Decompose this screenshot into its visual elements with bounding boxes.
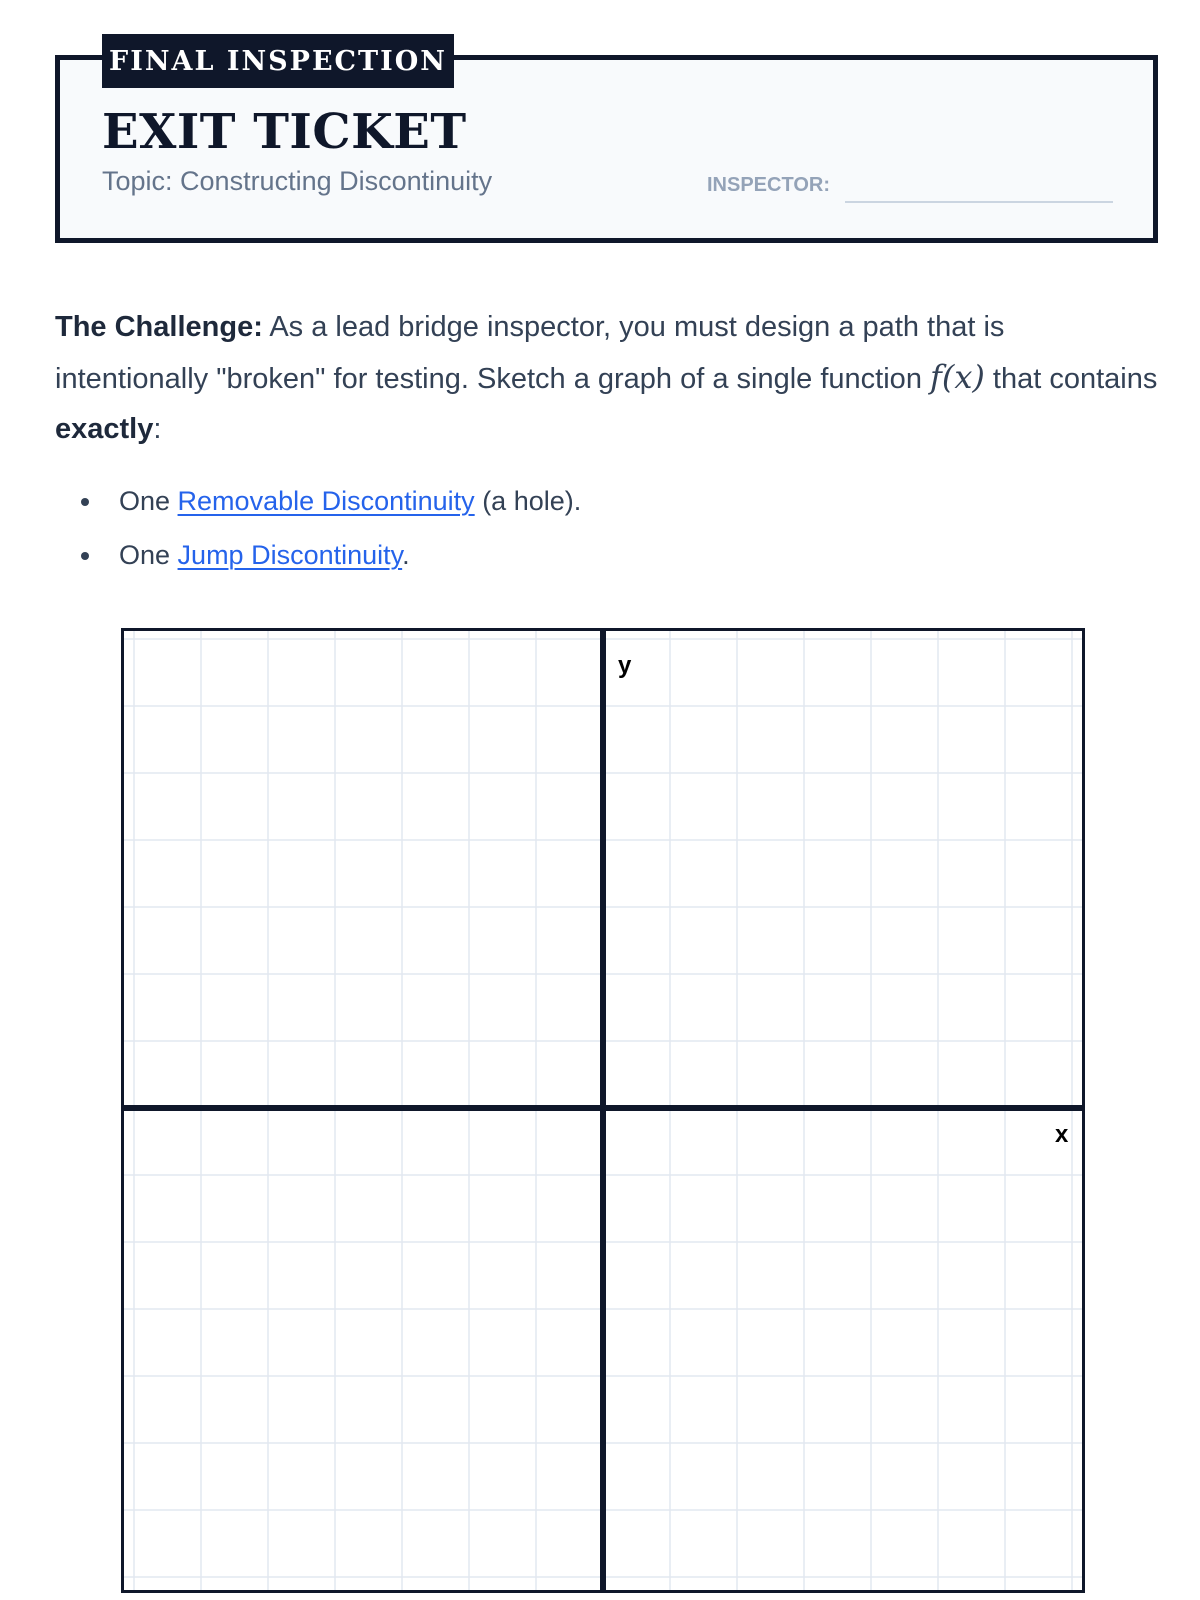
challenge-paragraph <box>55 302 1165 454</box>
page-title: EXIT TICKET <box>102 104 467 160</box>
challenge-text-2: that contains <box>984 363 1158 395</box>
requirement-removable <box>55 474 581 528</box>
requirement-suffix: . <box>402 540 410 570</box>
challenge-text-3: : <box>153 413 162 445</box>
requirement-prefix: One <box>119 540 178 570</box>
requirements-list <box>55 474 581 582</box>
x-axis-label: x <box>1055 1121 1069 1148</box>
topic-text: Topic: Constructing Discontinuity <box>102 166 493 196</box>
challenge-lead: The Challenge: <box>55 311 263 343</box>
inspector-name-field[interactable] <box>845 201 1113 203</box>
bullet-icon <box>81 498 89 506</box>
challenge-text-1: As a lead bridge inspector, you must design a path that is intentionally "broken" for testing. Sketch a graph of a single function <box>55 311 1005 395</box>
jump-discontinuity-link[interactable]: Jump Discontinuity <box>177 540 403 570</box>
challenge-emphasis: exactly <box>55 413 154 445</box>
bullet-icon <box>81 552 89 560</box>
y-axis-label: y <box>618 652 632 679</box>
graph-area[interactable] <box>121 628 1085 1598</box>
function-notation: f(x) <box>930 358 985 396</box>
coordinate-grid[interactable] <box>121 628 1085 1593</box>
requirement-prefix: One <box>119 486 178 516</box>
inspector-label: INSPECTOR: <box>707 174 830 196</box>
requirement-jump <box>55 528 581 582</box>
requirement-suffix: (a hole). <box>474 486 582 516</box>
removable-discontinuity-link[interactable]: Removable Discontinuity <box>177 486 475 516</box>
header-tab-label: FINAL INSPECTION <box>102 34 454 88</box>
